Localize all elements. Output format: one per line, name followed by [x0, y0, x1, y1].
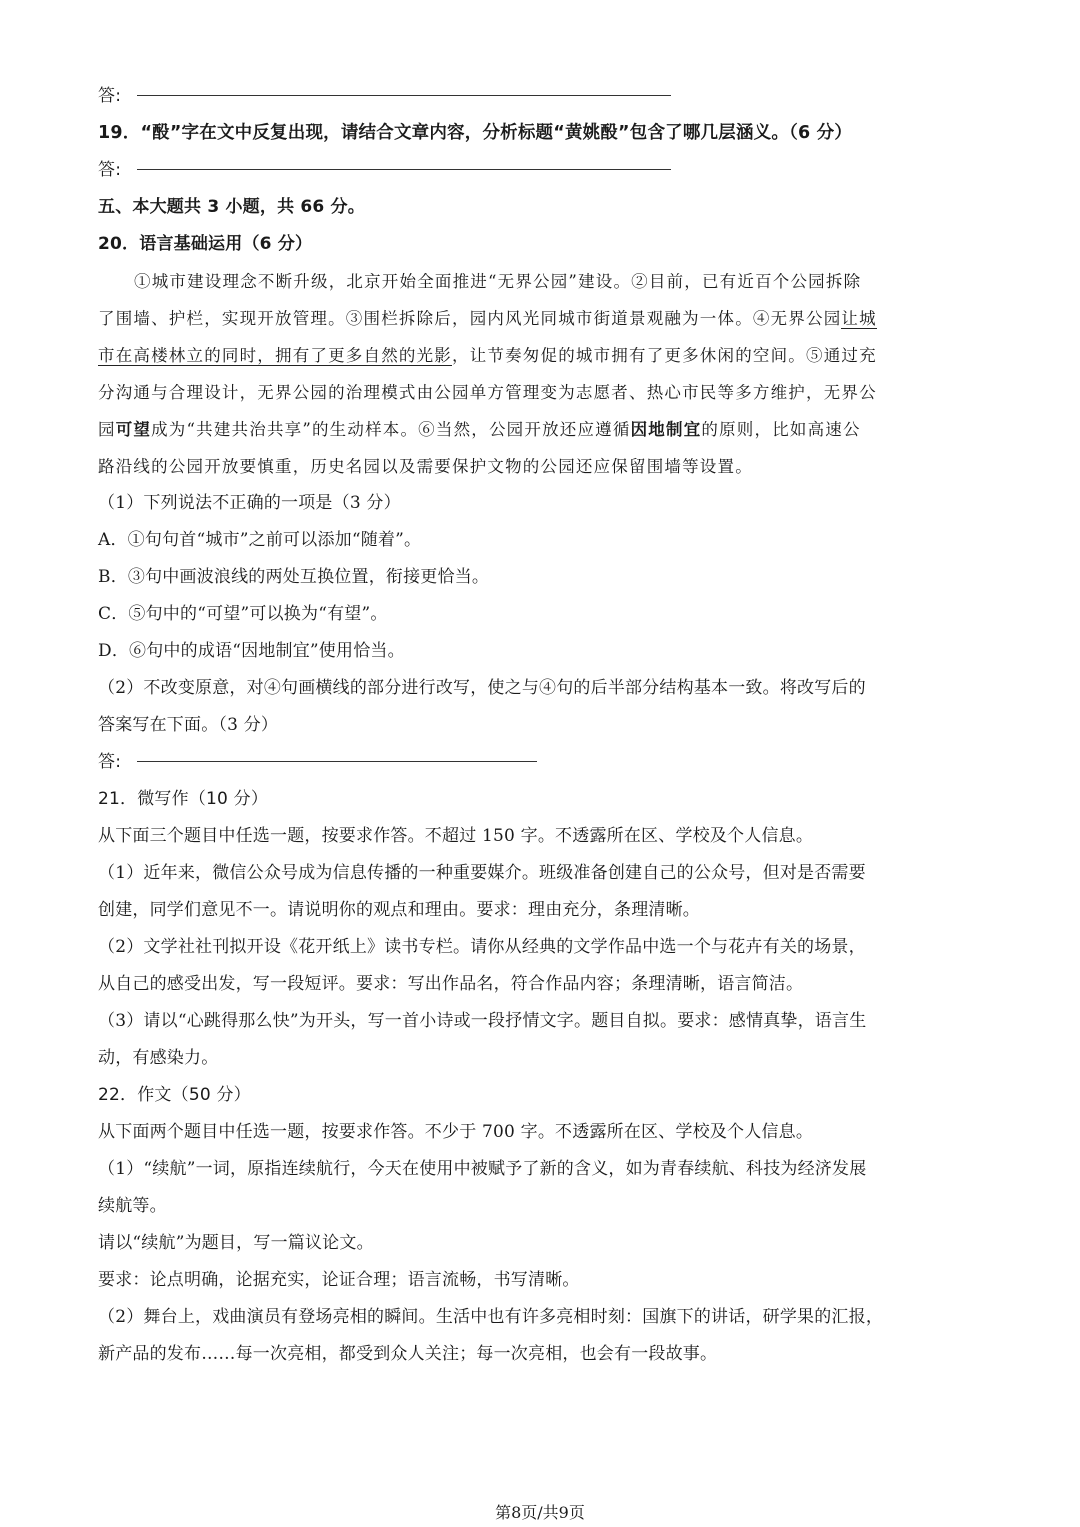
- passage-line: 路沿线的公园开放要慎重，历史名园以及需要保护文物的公园还应保留围墙等设置。: [98, 457, 753, 476]
- question-21-option-3-cont: 动，有感染力。: [98, 1048, 219, 1068]
- passage-text: ，让节奏匆促的城市拥有了更多休闲的空间。⑤通过充: [452, 346, 877, 365]
- passage-line: ①城市建设理念不断升级，北京开始全面推进“无界公园”建设。②目前，已有近百个公园拆除: [134, 272, 862, 291]
- passage-text: 了围墙、护栏，实现开放管理。③围栏拆除后，园内风光同城市街道景观融为一体。④无界公园: [98, 309, 842, 328]
- question-19: 19．“酘”字在文中反复出现，请结合文章内容，分析标题“黄姚酘”包含了哪几层涵义。（6 分）: [98, 123, 853, 143]
- answer-blank[interactable]: [137, 94, 671, 96]
- answer-label: 答:: [98, 160, 122, 180]
- passage-text: 园: [98, 420, 116, 439]
- question-21-option-1: （1）近年来，微信公众号成为信息传播的一种重要媒介。班级准备创建自己的公众号，但对是否需要: [98, 863, 866, 883]
- passage-text: 成为“共建共治共享”的生动样本。⑥当然，公园开放还应遵循: [151, 420, 631, 439]
- question-22: 22．作文（50 分）: [98, 1085, 251, 1105]
- question-22-option-1: （1）“续航”一词，原指连续航行，今天在使用中被赋予了新的含义，如为青春续航、科技为经济发展: [98, 1159, 867, 1179]
- option-c: C．⑤句中的“可望”可以换为“有望”。: [98, 604, 388, 624]
- question-21-option-1-cont: 创建，同学们意见不一。请说明你的观点和理由。要求：理由充分，条理清晰。: [98, 900, 700, 920]
- option-a: A．①句句首“城市”之前可以添加“随着”。: [98, 530, 422, 550]
- highlighted-word: 可望: [115, 420, 152, 439]
- question-21: 21．微写作（10 分）: [98, 789, 269, 809]
- sub-question-2-cont: 答案写在下面。（3 分）: [98, 715, 279, 735]
- page-number: 第8页/共9页: [495, 1503, 585, 1522]
- question-22-option-1-task: 请以“续航”为题目，写一篇议论文。: [98, 1233, 374, 1253]
- sub-question-1: （1）下列说法不正确的一项是（3 分）: [98, 493, 401, 513]
- passage-text: 的原则，比如高速公: [701, 420, 861, 439]
- question-22-option-1-req: 要求：论点明确，论据充实，论证合理；语言流畅，书写清晰。: [98, 1270, 580, 1290]
- question-22-option-2-cont: 新产品的发布……每一次亮相，都受到众人关注；每一次亮相，也会有一段故事。: [98, 1344, 718, 1364]
- passage-line: [98, 411, 988, 448]
- option-d: D．⑥句中的成语“因地制宜”使用恰当。: [98, 641, 405, 661]
- sub-question-2: （2）不改变原意，对④句画横线的部分进行改写，使之与④句的后半部分结构基本一致。将改写后的: [98, 678, 866, 698]
- answer-label: 答:: [98, 752, 122, 772]
- underlined-text: 让城: [841, 309, 877, 328]
- answer-blank[interactable]: [137, 760, 537, 762]
- option-b: B．③句中画波浪线的两处互换位置，衔接更恰当。: [98, 567, 490, 587]
- answer-blank[interactable]: [137, 168, 671, 170]
- answer-line-2: [98, 152, 988, 189]
- answer-line-3: [98, 744, 988, 781]
- question-22-option-1-cont: 续航等。: [98, 1196, 167, 1216]
- exam-page: [98, 78, 988, 1373]
- question-22-option-2: （2）舞台上，戏曲演员有登场亮相的瞬间。生活中也有许多亮相时刻：国旗下的讲话，研学果的汇报，: [98, 1307, 884, 1327]
- underlined-text: 市在高楼林立的同时，拥有了更多自然的光影: [98, 346, 452, 365]
- question-21-intro: 从下面三个题目中任选一题，按要求作答。不超过 150 字。不透露所在区、学校及个人信息。: [98, 826, 814, 846]
- question-20: 20．语言基础运用（6 分）: [98, 234, 313, 254]
- highlighted-word: 因地制宜: [630, 420, 702, 439]
- question-22-intro: 从下面两个题目中任选一题，按要求作答。不少于 700 字。不透露所在区、学校及个人信息。: [98, 1122, 814, 1142]
- question-21-option-2-cont: 从自己的感受出发，写一段短评。要求：写出作品名，符合作品内容；条理清晰，语言简洁。: [98, 974, 804, 994]
- question-21-option-3: （3）请以“心跳得那么快”为开头，写一首小诗或一段抒情文字。题目自拟。要求：感情真挚，语言生: [98, 1011, 867, 1031]
- answer-line-1: [98, 78, 988, 115]
- passage-line: [98, 337, 988, 374]
- section-5-heading: 五、本大题共 3 小题，共 66 分。: [98, 197, 365, 217]
- answer-label: 答:: [98, 86, 122, 106]
- question-21-option-2: （2）文学社社刊拟开设《花开纸上》读书专栏。请你从经典的文学作品中选一个与花卉有关的场景，: [98, 937, 866, 957]
- passage-line: [98, 300, 988, 337]
- passage-line: 分沟通与合理设计，无界公园的治理模式由公园单方管理变为志愿者、热心市民等多方维护，无界公: [98, 383, 877, 402]
